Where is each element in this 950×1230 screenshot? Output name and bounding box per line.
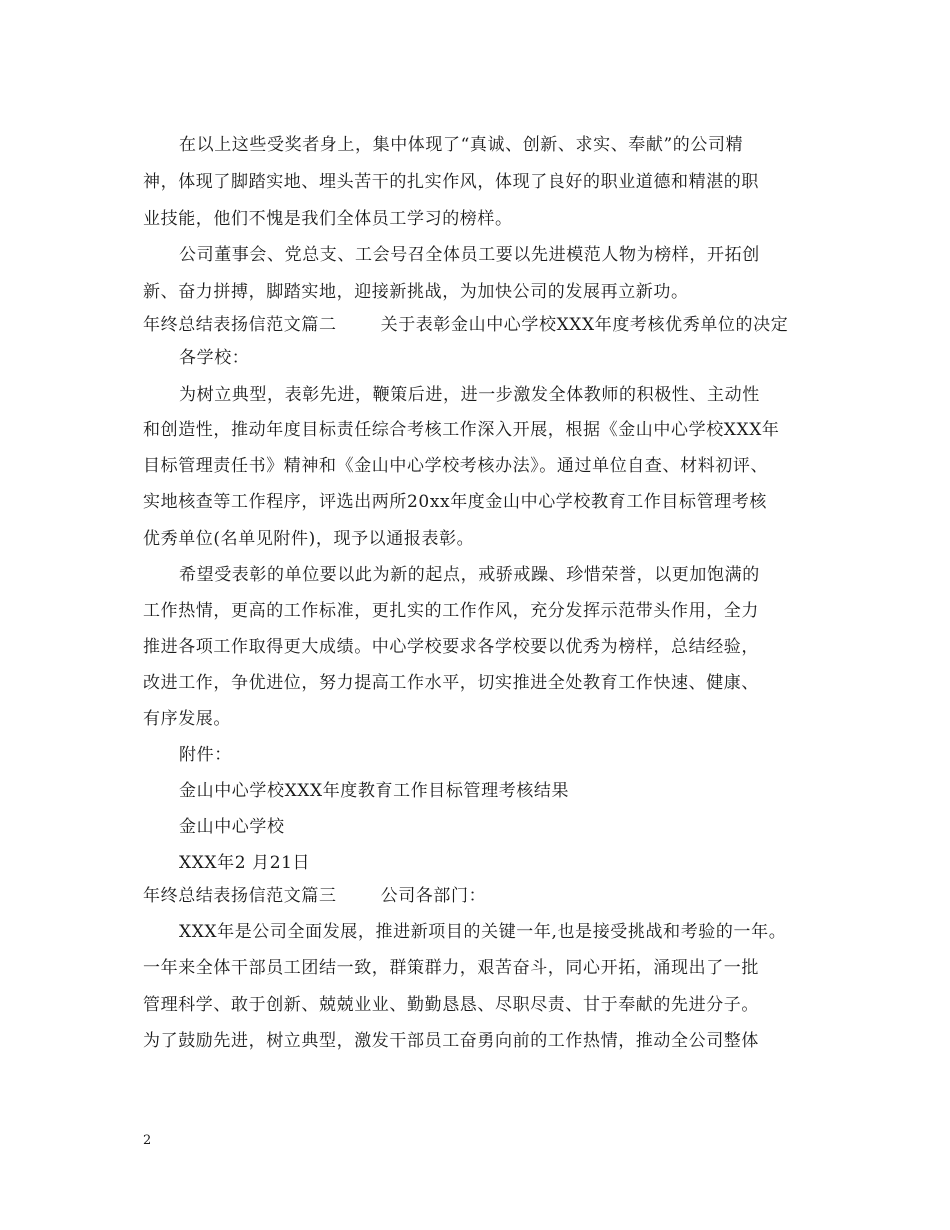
paragraph-line: 有序发展。: [143, 709, 231, 729]
page-number: 2: [143, 1133, 152, 1148]
paragraph-line: 工作热情，更高的工作标准，更扎实的工作作风，充分发挥示范带头作用，全力: [143, 601, 759, 621]
paragraph-line: 优秀单位(名单见附件)，现予以通报表彰。: [143, 529, 475, 549]
paragraph-line: 一年来全体干部员工团结一致，群策群力，艰苦奋斗，同心开拓，涌现出了一批: [143, 958, 759, 978]
date: XXX年2 月21日: [179, 853, 311, 873]
paragraph-line: 为了鼓励先进，树立典型，激发干部员工奋勇向前的工作热情，推动全公司整体: [143, 1031, 759, 1051]
paragraph-line: 推进各项工作取得更大成绩。中心学校要求各学校要以优秀为榜样，总结经验，: [143, 637, 759, 657]
section-heading: [143, 884, 823, 908]
section-heading-subject: 公司各部门：: [380, 886, 487, 906]
paragraph-line: 实地核查等工作程序，评选出两所20xx年度金山中心学校教育工作目标管理考核: [143, 492, 768, 512]
salutation: 各学校：: [179, 348, 250, 368]
section-heading: [143, 313, 823, 337]
attachment-label: 附件：: [179, 745, 232, 765]
section-heading-subject: 关于表彰金山中心学校XXX年度考核优秀单位的决定: [380, 315, 789, 335]
section-heading-title: 年终总结表扬信范文篇三: [143, 886, 337, 906]
paragraph-line: 业技能，他们不愧是我们全体员工学习的榜样。: [143, 209, 513, 229]
paragraph-line: 新、奋力拼搏，脚踏实地，迎接新挑战，为加快公司的发展再立新功。: [143, 282, 689, 302]
signature: 金山中心学校: [179, 817, 285, 837]
paragraph-line: 公司董事会、党总支、工会号召全体员工要以先进模范人物为榜样，开拓创: [179, 245, 760, 265]
attachment-title: 金山中心学校XXX年度教育工作目标管理考核结果: [179, 781, 570, 801]
paragraph-line: 目标管理责任书》精神和《金山中心学校考核办法》。通过单位自查、材料初评、: [143, 456, 769, 476]
paragraph-line: 神，体现了脚踏实地、埋头苦干的扎实作风，体现了良好的职业道德和精湛的职: [143, 172, 759, 192]
paragraph-line: 管理科学、敢于创新、兢兢业业、勤勤恳恳、尽职尽责、甘于奉献的先进分子。: [143, 995, 759, 1015]
paragraph-line: 改进工作，争优进位，努力提高工作水平，切实推进全处教育工作快速、健康、: [143, 673, 759, 693]
section-heading-title: 年终总结表扬信范文篇二: [143, 315, 337, 335]
paragraph-line: 希望受表彰的单位要以此为新的起点，戒骄戒躁、珍惜荣誉，以更加饱满的: [179, 565, 760, 585]
paragraph-line: 为树立典型，表彰先进，鞭策后进，进一步激发全体教师的积极性、主动性: [179, 385, 760, 405]
paragraph-line: 和创造性，推动年度目标责任综合考核工作深入开展，根据《金山中心学校XXX年: [143, 420, 780, 440]
paragraph-line: XXX年是公司全面发展，推进新项目的关键一年,也是接受挑战和考验的一年。: [179, 922, 787, 942]
paragraph-line: 在以上这些受奖者身上，集中体现了“真诚、创新、求实、奉献”的公司精: [179, 135, 744, 155]
